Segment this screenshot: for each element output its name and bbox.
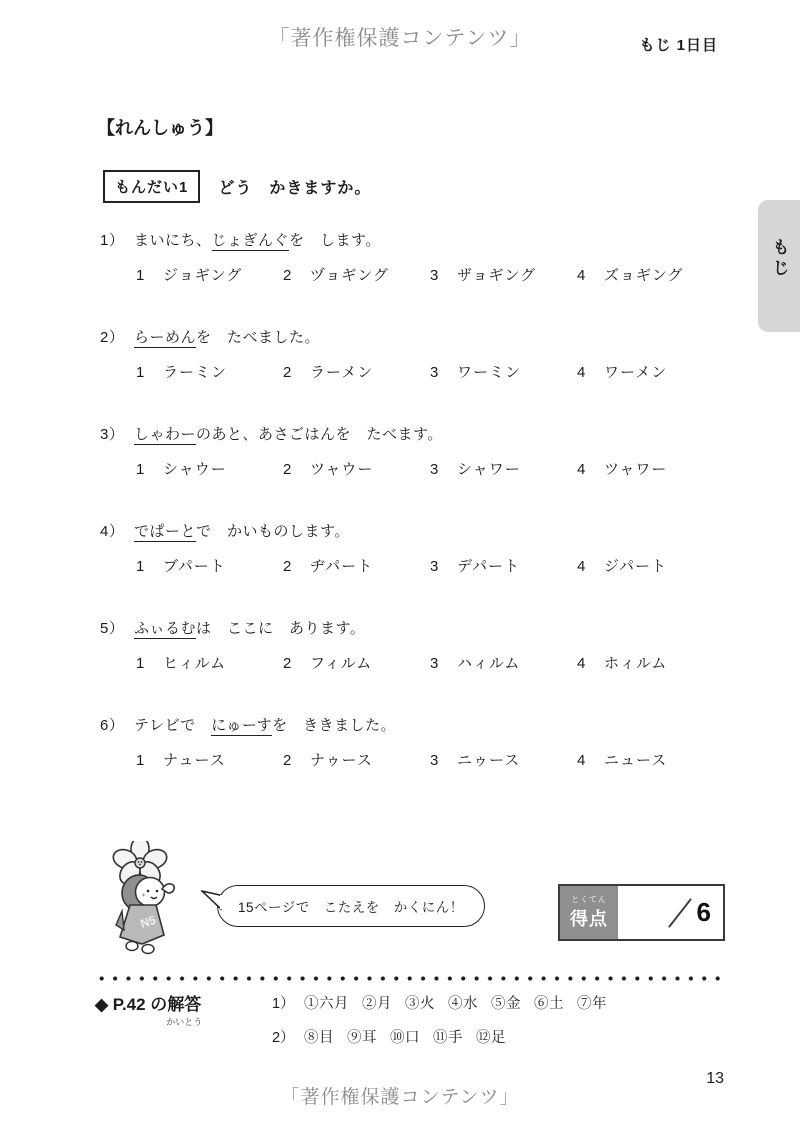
option-3: 3 デパート xyxy=(430,558,521,575)
question-sentence xyxy=(100,424,725,446)
question-1 xyxy=(100,230,725,327)
mascot-badge: N5 xyxy=(138,912,158,931)
footer-copyright-title: 「著作権保護コンテンツ」 xyxy=(280,1087,520,1108)
score-furigana: とくてん xyxy=(571,895,607,904)
mascot-section xyxy=(92,841,485,955)
option-4: 4 ズョギング xyxy=(577,267,684,284)
answers-heading-word: 解答 xyxy=(167,995,202,1014)
option-2: 2 ツャウー xyxy=(283,461,374,478)
option-1: 1 ラーミン xyxy=(136,364,228,381)
score-label: 得点 xyxy=(570,909,608,929)
answer-line-1: 1） ①六月 ②月 ③火 ④水 ⑤金 ⑥土 ⑦年 xyxy=(272,992,620,1013)
question-sentence xyxy=(100,521,725,543)
header-copyright-title: 「著作権保護コンテンツ」 xyxy=(268,27,532,50)
option-2: 2 ヂパート xyxy=(283,558,374,575)
speech-bubble xyxy=(217,885,485,927)
answer-item: ③火 xyxy=(405,996,435,1012)
option-3: 3 ザョギング xyxy=(430,267,537,284)
question-number: 6） xyxy=(100,717,125,734)
speech-bubble-tail xyxy=(201,890,225,912)
sentence-text: テレビで にゅーすを ききました。 xyxy=(134,717,397,734)
answer-item: ⑥土 xyxy=(534,996,564,1012)
answers-heading-furigana: かいとう xyxy=(166,1017,203,1027)
underlined-word: らーめん xyxy=(134,329,197,346)
options-row xyxy=(136,265,725,287)
question-6 xyxy=(100,715,725,812)
options-row xyxy=(136,362,725,384)
header-section-label: もじ 1日目 xyxy=(639,37,718,54)
option-1: 1 ナュース xyxy=(136,752,226,769)
option-2: 2 ナゥース xyxy=(283,752,373,769)
answer-item: ⑩口 xyxy=(390,1030,420,1046)
option-3: 3 ワーミン xyxy=(430,364,522,381)
options-row xyxy=(136,459,725,481)
options-row xyxy=(136,653,725,675)
side-tab-label: もじ xyxy=(769,238,789,280)
score-slash xyxy=(668,898,692,928)
underlined-word: ふぃるむ xyxy=(134,620,197,637)
underlined-word: でぱーと xyxy=(134,523,197,540)
score-denominator: 6 xyxy=(696,897,711,927)
option-2: 2 フィルム xyxy=(283,655,373,672)
option-3: 3 ハィルム xyxy=(430,655,521,672)
options-row xyxy=(136,556,725,578)
option-1: 1 ブパート xyxy=(136,558,226,575)
mascot-illustration xyxy=(92,841,197,955)
options-row xyxy=(136,750,725,772)
sentence-text: しゃわーのあと、あさごはんを たべます。 xyxy=(134,426,443,443)
answer-item: ④水 xyxy=(448,996,478,1012)
answers-list xyxy=(272,992,620,1060)
dotted-divider xyxy=(95,976,723,981)
answer-item: ①六月 xyxy=(304,996,349,1012)
score-entry-area[interactable] xyxy=(618,886,723,939)
question-number: 5） xyxy=(100,620,125,637)
question-sentence xyxy=(100,618,725,640)
question-number: 2） xyxy=(100,329,125,346)
question-2 xyxy=(100,327,725,424)
question-list xyxy=(100,230,725,812)
problem-instruction: どう かきますか。 xyxy=(218,180,372,197)
answer-item: ⑧目 xyxy=(304,1030,334,1046)
option-1: 1 ヒィルム xyxy=(136,655,227,672)
question-number: 4） xyxy=(100,523,125,540)
answers-heading: ◆ P.42 の解答 かいとう xyxy=(95,995,203,1027)
problem-header xyxy=(103,170,371,203)
option-2: 2 ラーメン xyxy=(283,364,374,381)
sentence-text: でぱーとで かいものします。 xyxy=(134,523,350,540)
question-sentence xyxy=(100,327,725,349)
answer-item: ②月 xyxy=(362,996,392,1012)
sentence-text: ふぃるむは ここに あります。 xyxy=(134,620,366,637)
option-4: 4 ワーメン xyxy=(577,364,668,381)
option-1: 1 シャウー xyxy=(136,461,227,478)
option-4: 4 ジパート xyxy=(577,558,667,575)
speech-bubble-text: 15ページで こたえを かくにん！ xyxy=(238,900,464,915)
sentence-text: まいにち、じょぎんぐを します。 xyxy=(134,232,381,249)
answer-item: ⑦年 xyxy=(577,996,607,1012)
practice-heading: 【れんしゅう】 xyxy=(97,118,223,138)
option-3: 3 ニゥース xyxy=(430,752,521,769)
option-3: 3 シャワー xyxy=(430,461,521,478)
underlined-word: じょぎんぐ xyxy=(211,232,290,249)
page-number: 13 xyxy=(706,1070,724,1087)
option-4: 4 ホィルム xyxy=(577,655,668,672)
option-1: 1 ジョギング xyxy=(136,267,243,284)
underlined-word: にゅーす xyxy=(211,717,273,734)
answer-item: ⑤金 xyxy=(491,996,521,1012)
question-number: 1） xyxy=(100,232,125,249)
option-4: 4 ニュース xyxy=(577,752,668,769)
question-4 xyxy=(100,521,725,618)
problem-number-box: もんだい1 xyxy=(103,170,200,203)
score-box xyxy=(558,884,725,941)
sentence-text: らーめんを たべました。 xyxy=(134,329,321,346)
underlined-word: しゃわー xyxy=(134,426,197,443)
question-5 xyxy=(100,618,725,715)
question-number: 3） xyxy=(100,426,125,443)
answer-item: ⑨耳 xyxy=(347,1030,377,1046)
score-label-cell xyxy=(560,886,618,939)
option-2: 2 ヅョギング xyxy=(283,267,389,284)
answer-item: ⑪手 xyxy=(433,1030,463,1046)
question-sentence xyxy=(100,715,725,737)
option-4: 4 ツャワー xyxy=(577,461,668,478)
question-sentence xyxy=(100,230,725,252)
answer-item: ⑫足 xyxy=(476,1030,506,1046)
question-3 xyxy=(100,424,725,521)
answer-line-2: 2） ⑧目 ⑨耳 ⑩口 ⑪手 ⑫足 xyxy=(272,1026,620,1047)
side-tab-moji xyxy=(758,200,800,332)
